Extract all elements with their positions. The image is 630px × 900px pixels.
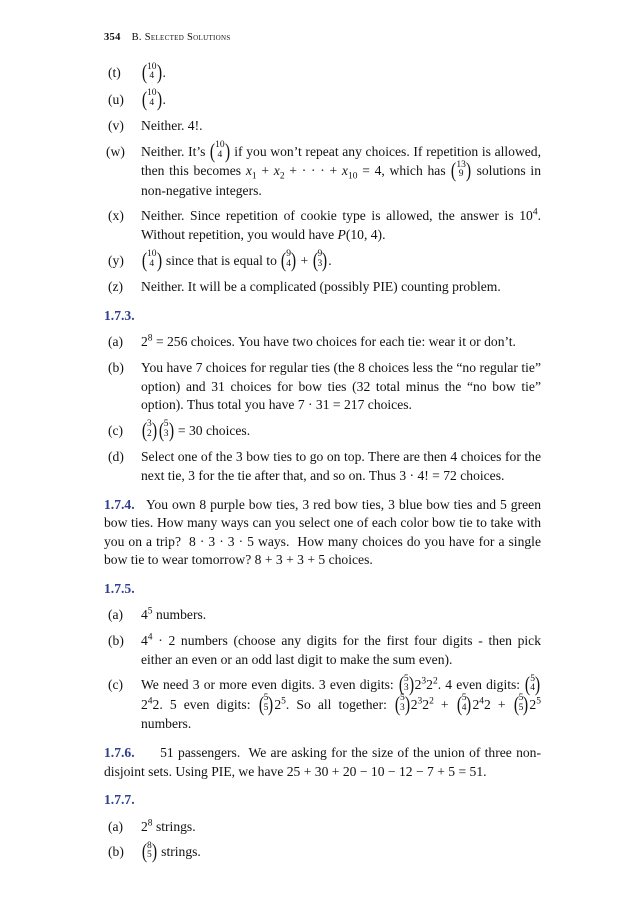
item-1-7-5-b: (b) $4^4 \cdot 2$ numbers (choose any digits for the first four digits - then pick either an even or an odd last digit to make the sum even). [108, 632, 541, 667]
item-1-7-3-d: (d) Select one of the 3 bow ties to go on top. There are then 4 choices for the next tie, 3 for the tie after that, and so on. Thus 3 · 4! = 72 choices. [108, 449, 541, 483]
item-t: (t) ( 10 4 ). [108, 60, 166, 85]
item-1-7-3-b: (b) You have 7 choices for regular ties (the 8 choices less the “no regular tie” option) and 31 choices for bow ties (32 total minus the “no bow tie” option). Thus total you have 7 · 31 = 217 choices. [108, 359, 541, 413]
section-heading-1-7-3: 1.7.3. [104, 307, 135, 323]
binomial: ( 9 4 ) [281, 247, 297, 272]
item-x: (x) Neither. Since repetition of cookie type is allowed, the answer is $10^4$. Without repetition, you would have P(10, 4). [108, 207, 541, 243]
running-header [104, 32, 231, 43]
binomial: ( 3 2 ) [141, 417, 157, 442]
binomial: ( 8 5 ) [141, 839, 157, 864]
paragraph-1-7-6: 1.7.6. 51 passengers. We are asking for the size of the union of three non-disjoint sets. Using PIE, we have 25 + 30 + 20 − 10 − 12 − 7 + 5 = 51. [104, 744, 541, 779]
item-z: (z) Neither. It will be a complicated (possibly PIE) counting problem. [108, 279, 501, 295]
binomial: ( 5 5 ) [258, 691, 274, 716]
section-heading-1-7-4: 1.7.4. [104, 496, 135, 512]
paragraph-1-7-4: 1.7.4. You own 8 purple bow ties, 3 red bow ties, 3 blue bow ties and 5 green bow ties. How many ways can you select one of each color bow tie to take with you on a trip? 8 · 3 · 3 · 5 ways. How many choices do you have for a single bow tie to wear tomorrow? 8 + 3 + 3 + 5 choices. [104, 496, 545, 568]
binomial: ( 5 4 ) [525, 672, 541, 697]
content [104, 60, 545, 870]
section-heading-1-7-7: 1.7.7. [104, 792, 135, 808]
binomial: ( 5 3 ) [394, 691, 410, 716]
item-1-7-7-b: (b) ( 8 5 ) strings. [108, 839, 201, 864]
binomial: ( 10 4 ) [209, 138, 230, 163]
item-v: (v) Neither. 4!. [108, 118, 203, 134]
item-1-7-5-a: (a) $4^5$ numbers. [108, 606, 207, 623]
item-1-7-5-c: (c) We need 3 or more even digits. 3 even digits: ( 5 3 )$2^32^2$. 4 even digits: ( 5 4 )$2^42$. 5 even digits: ( 5 5 )$2^5$. So all together: ( 5 3 )$2^32^2$ + ( 5 4 )$2^42$ + ( 5 5 )$2^5$ numbers. [108, 672, 541, 732]
binomial: ( 5 3 ) [158, 417, 174, 442]
item-1-7-3-c: (c) ( 3 2 )( 5 3 ) = 30 choices. [108, 417, 251, 442]
item-u: (u) ( 10 4 ). [108, 86, 166, 111]
section-heading-1-7-6: 1.7.6. [104, 744, 135, 760]
binomial: ( 5 3 ) [398, 672, 414, 697]
binomial: ( 10 4 ) [141, 60, 162, 85]
page-number: 354 [104, 32, 121, 43]
binomial: ( 10 4 ) [141, 247, 162, 272]
binomial: ( 9 3 ) [312, 247, 328, 272]
item-1-7-7-a: (a) $2^8$ strings. [108, 818, 196, 834]
item-y: (y) ( 10 4 ) since that is equal to ( 9 4 ) + ( 9 3 ). [108, 247, 332, 272]
header-title: B. Selected Solutions [131, 32, 231, 43]
binomial: ( 5 4 ) [456, 691, 472, 716]
binomial: ( 13 9 ) [451, 158, 471, 183]
binomial: ( 10 4 ) [141, 86, 162, 111]
item-w: (w) Neither. It’s ( 10 4 ) if you won’t repeat any choices. If repetition is allowed, then this becomes $x_1 + x_2$ + · · · + $x_{10} = 4$, which has ( 13 9 ) solutions in non-negative integers. [106, 138, 542, 198]
binomial: ( 5 5 ) [513, 691, 529, 716]
section-heading-1-7-5: 1.7.5. [104, 580, 135, 596]
item-1-7-3-a: (a) $2^8 = 256$ choices. You have two choices for each tie: wear it or don’t. [108, 333, 516, 350]
